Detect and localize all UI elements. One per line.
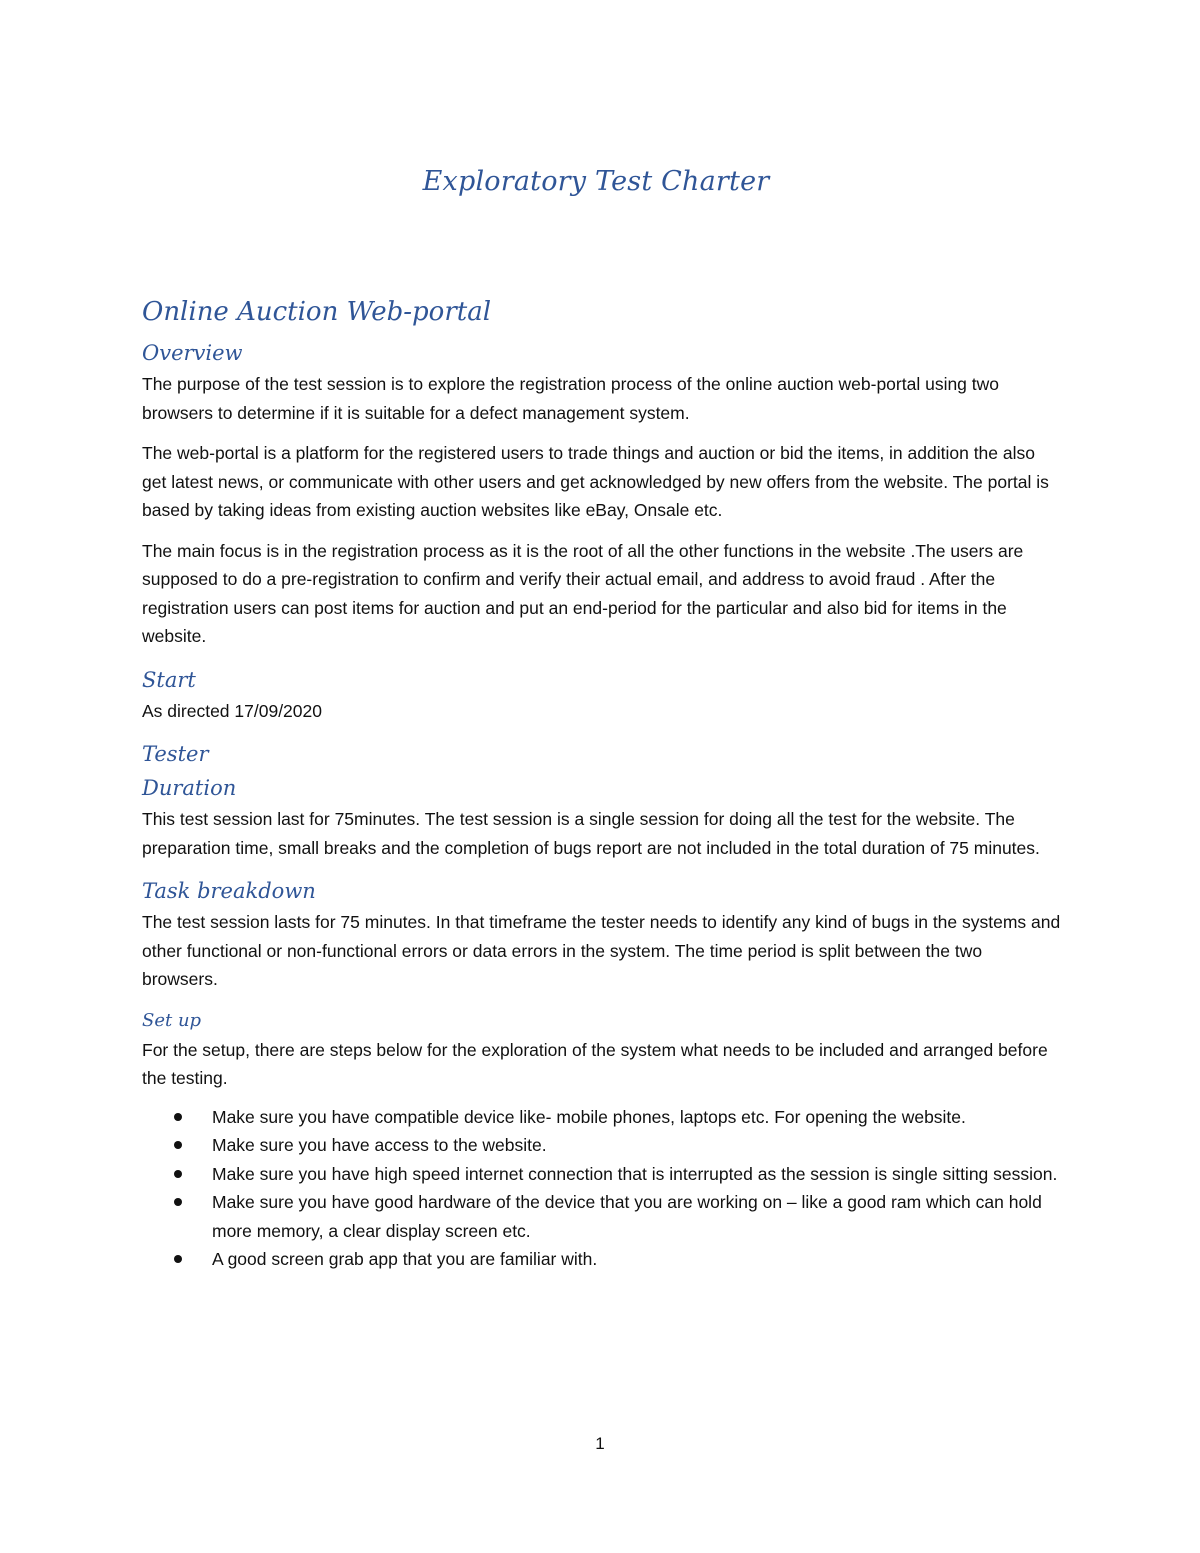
- bullet-icon: [174, 1113, 182, 1121]
- overview-paragraph-3: The main focus is in the registration process as it is the root of all the other functions in the website .The users are supposed to do a pre-registration to confirm and verify their actual email, and address to avoid fraud . After the registration users can post items for auction and put an end-period for the particular and also bid for items in the website.: [142, 540, 1024, 646]
- setup-item-text: Make sure you have good hardware of the device that you are working on – like a good ram which can hold more memory, a clear display screen etc.: [212, 1192, 1042, 1241]
- setup-item-text: Make sure you have access to the website.: [212, 1135, 547, 1155]
- setup-intro: For the setup, there are steps below for the exploration of the system what needs to be included and arranged before the testing.: [142, 1039, 1048, 1088]
- bullet-icon: [174, 1141, 182, 1149]
- document-body: [142, 292, 1062, 1274]
- setup-item-text: Make sure you have high speed internet connection that is interrupted as the session is single sitting session.: [212, 1163, 1058, 1184]
- setup-item: [142, 1188, 1062, 1245]
- overview-paragraph-2: The web-portal is a platform for the registered users to trade things and auction or bid the items, in addition the also get latest news, or communicate with other users and get acknowledged by new offers from the website. The portal is based by taking ideas from existing auction websites like eBay, Onsale etc.: [142, 443, 1049, 520]
- setup-item: [142, 1245, 1062, 1274]
- overview-heading: Overview: [142, 341, 243, 365]
- duration-heading: Duration: [142, 776, 237, 800]
- task-breakdown-heading: Task breakdown: [142, 879, 316, 903]
- duration-text: This test session last for 75minutes. The test session is a single session for doing all the test for the website. The preparation time, small breaks and the completion of bugs report are not included in the total duration of 75 minutes.: [142, 809, 1040, 858]
- setup-item-text: A good screen grab app that you are familiar with.: [212, 1249, 598, 1269]
- setup-item-text: Make sure you have compatible device like- mobile phones, laptops etc. For opening the website.: [212, 1106, 966, 1127]
- start-text: As directed 17/09/2020: [142, 700, 322, 721]
- setup-item: [142, 1131, 1062, 1160]
- overview-paragraph-1: The purpose of the test session is to explore the registration process of the online auction web-portal using two browsers to determine if it is suitable for a defect management system.: [142, 374, 1000, 423]
- document-title: Exploratory Test Charter: [422, 166, 770, 197]
- project-heading: Online Auction Web-portal: [142, 297, 492, 327]
- setup-item: [142, 1103, 1062, 1132]
- start-heading: Start: [142, 667, 196, 692]
- tester-heading: Tester: [142, 742, 209, 766]
- setup-checklist: [142, 1103, 1062, 1274]
- bullet-icon: [174, 1255, 182, 1263]
- bullet-icon: [174, 1198, 182, 1206]
- task-breakdown-text: The test session lasts for 75 minutes. In that timeframe the tester needs to identify any kind of bugs in the systems and other functional or non-functional errors or data errors in the system. The time period is split between the two browsers.: [142, 912, 1061, 989]
- bullet-icon: [174, 1170, 182, 1178]
- setup-heading: Set up: [142, 1009, 202, 1031]
- page-number: 1: [595, 1434, 605, 1453]
- setup-item: [142, 1160, 1062, 1189]
